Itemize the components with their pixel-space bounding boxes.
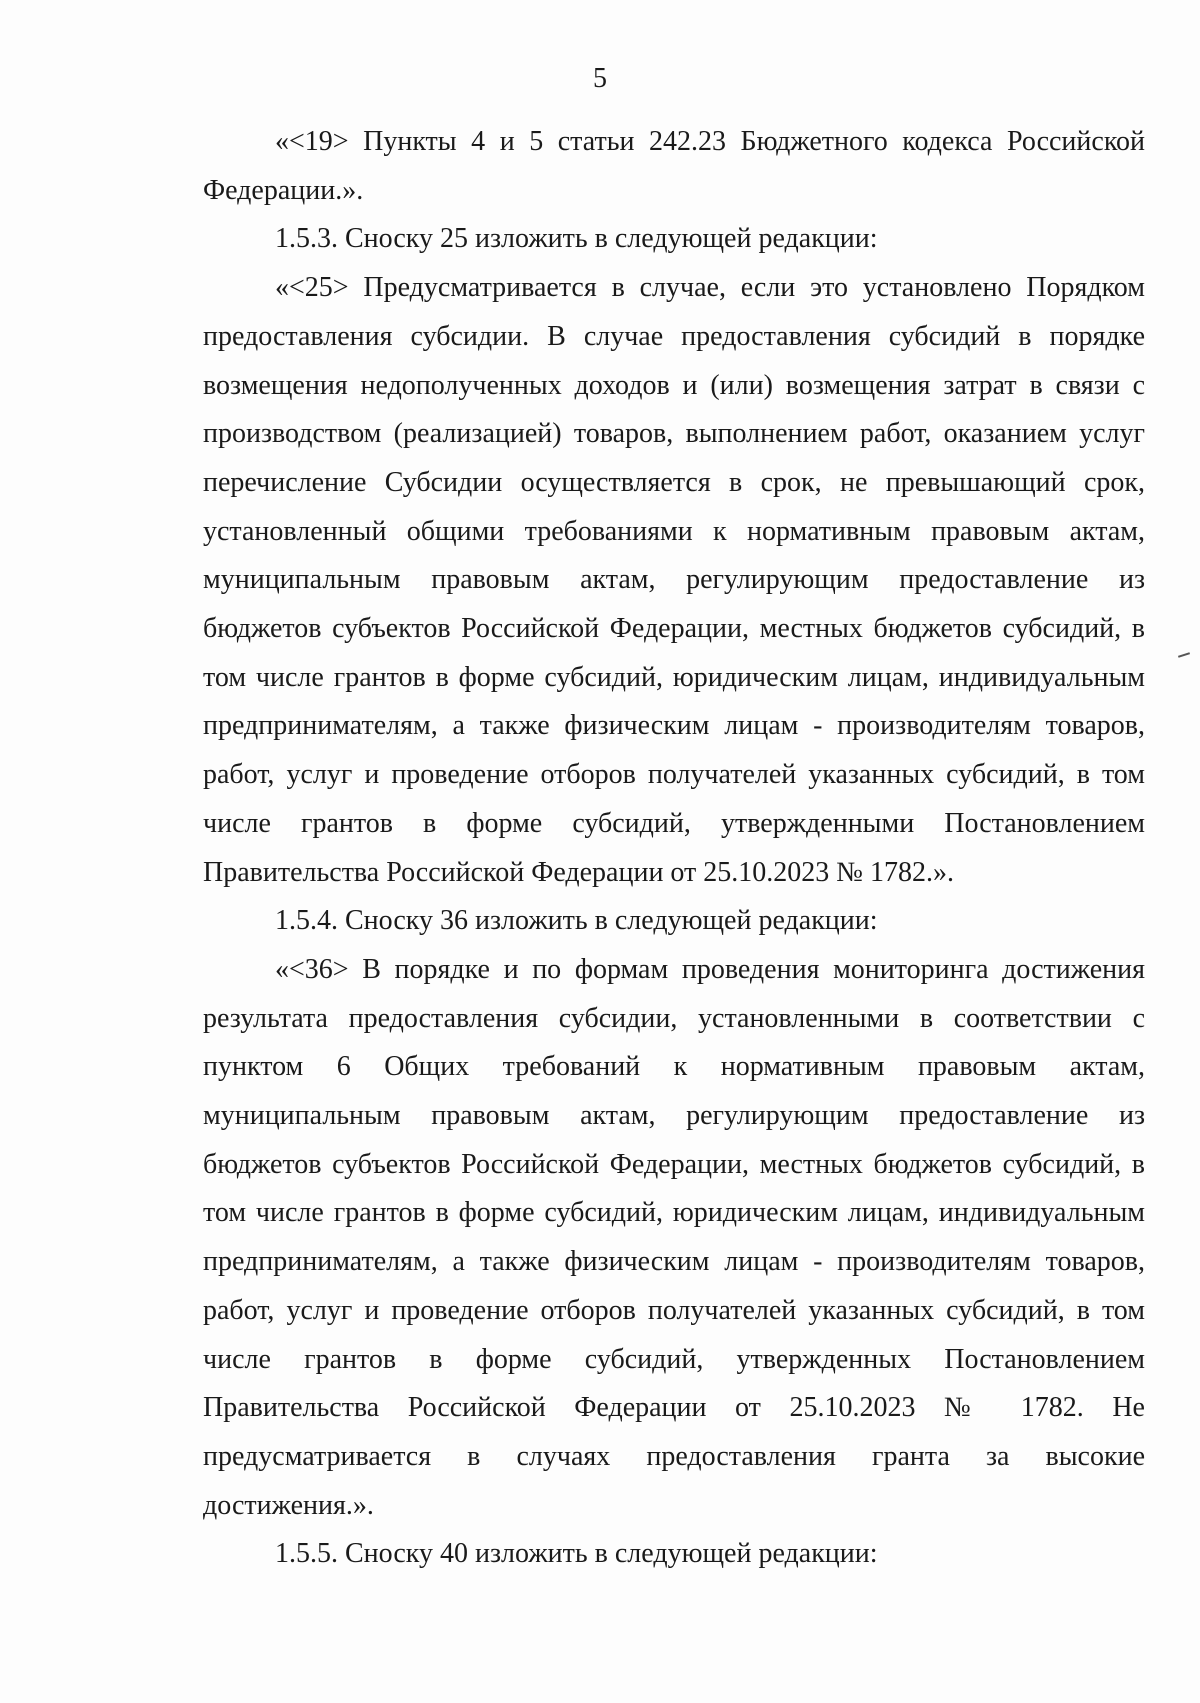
paragraph-footnote-25: «<25> Предусматривается в случае, если это установлено Порядком предоставления субсидии. В случае предоставления субсидий в порядке возмещения недополученных доходов и (или) возмещения затрат в связи с производством (реализацией) товаров, выполнением работ, оказанием услуг перечисление Субсидии осуществляется в срок, не превышающий срок, установленный общими требованиями к нормативным правовым актам, муниципальным правовым актам, регулирующим предоставление из бюджетов субъектов Российской Федерации, местных бюджетов субсидий, в том числе грантов в форме субсидий, юридическим лицам, индивидуальным предпринимателям, а также физическим лицам - производителям товаров, работ, услуг и проведение отборов получателей указанных субсидий, в том числе грантов в форме субсидий, утвержденными Постановлением Правительства Российской Федерации от 25.10.2023 № 1782.». [203, 272, 1145, 888]
page-number: 5 [593, 63, 607, 94]
paragraph-footnote-36: «<36> В порядке и по формам проведения мониторинга достижения результата предоставления субсидии, установленными в соответствии с пунктом 6 Общих требований к нормативным правовым актам, муниципальным правовым актам, регулирующим предоставление из бюджетов субъектов Российской Федерации, местных бюджетов субсидий, в том числе грантов в форме субсидий, юридическим лицам, индивидуальным предпринимателям, а также физическим лицам - производителям товаров, работ, услуг и проведение отборов получателей указанных субсидий, в том числе грантов в форме субсидий, утвержденных Постановлением Правительства Российской Федерации от 25.10.2023 № 1782. Не предусматривается в случаях предоставления гранта за высокие достижения.». [203, 953, 1145, 1521]
paragraph-item-1-5-4: 1.5.4. Сноску 36 изложить в следующей редакции: [275, 905, 878, 937]
paragraph-footnote-19: «<19> Пункты 4 и 5 статьи 242.23 Бюджетного кодекса Российской Федерации.». [203, 126, 1145, 206]
paragraph-item-1-5-5: 1.5.5. Сноску 40 изложить в следующей редакции: [275, 1538, 878, 1570]
paragraph-item-1-5-3: 1.5.3. Сноску 25 изложить в следующей редакции: [275, 223, 878, 255]
document-body [203, 118, 1145, 1579]
scan-artifact-mark [1178, 652, 1190, 658]
